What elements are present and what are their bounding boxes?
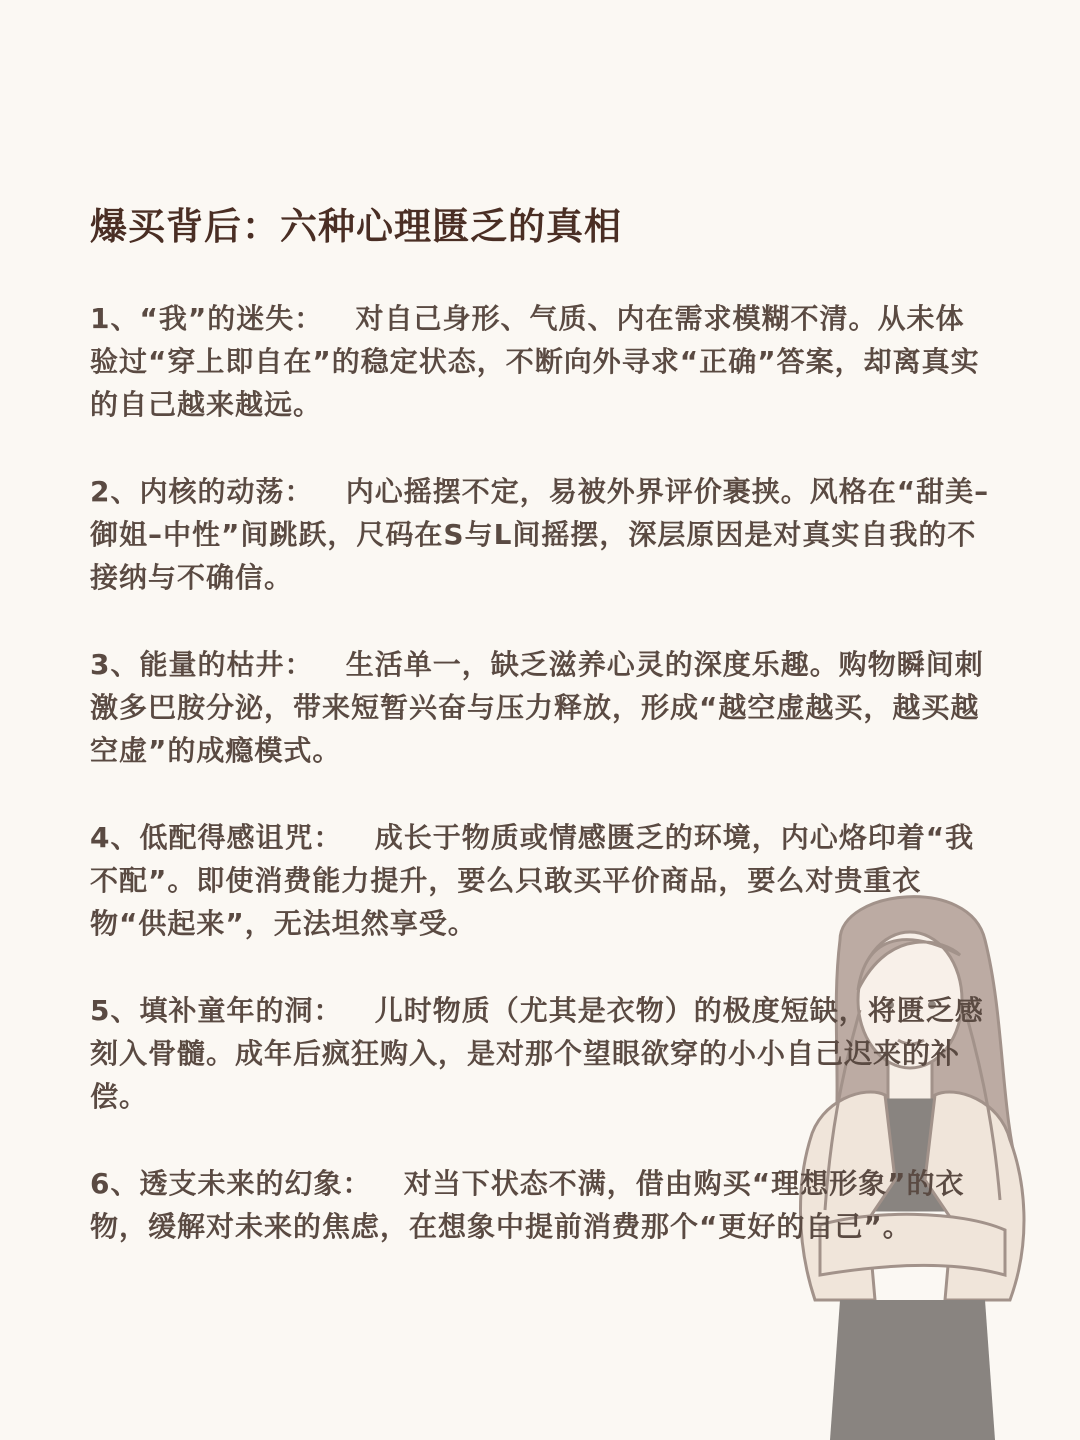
item-heading: 1、“我”的迷失： bbox=[90, 302, 345, 336]
item-heading: 4、低配得感诅咒： bbox=[90, 821, 364, 855]
item-heading: 6、透支未来的幻象： bbox=[90, 1167, 393, 1201]
item-text: 成长于物质或情感匮乏的环境，内心烙印着“我不配”。即使消费能力提升，要么只敢买平价商品，要么对贵重衣物“供起来”，无法坦然享受。 bbox=[90, 821, 975, 941]
article-content bbox=[90, 205, 990, 1292]
list-item bbox=[90, 297, 990, 426]
list-item bbox=[90, 816, 990, 945]
list-item bbox=[90, 643, 990, 772]
item-text: 对自己身形、气质、内在需求模糊不清。从未体验过“穿上即自在”的稳定状态，不断向外寻求“正确”答案，却离真实的自己越来越远。 bbox=[90, 302, 980, 422]
list-item bbox=[90, 989, 990, 1118]
item-heading: 3、能量的枯井： bbox=[90, 648, 335, 682]
item-heading: 2、内核的动荡： bbox=[90, 475, 335, 509]
list-item bbox=[90, 470, 990, 599]
list-item bbox=[90, 1162, 990, 1248]
article-title: 爆买背后：六种心理匮乏的真相 bbox=[90, 205, 622, 248]
item-text: 对当下状态不满，借由购买“理想形象”的衣物，缓解对未来的焦虑，在想象中提前消费那个“更好的自己”。 bbox=[90, 1167, 965, 1244]
item-heading: 5、填补童年的洞： bbox=[90, 994, 364, 1028]
item-text: 内心摇摆不定，易被外界评价裹挟。风格在“甜美–御姐–中性”间跳跃，尺码在S与L间摇摆，深层原因是对真实自我的不接纳与不确信。 bbox=[90, 475, 990, 595]
item-text: 儿时物质（尤其是衣物）的极度短缺，将匮乏感刻入骨髓。成年后疯狂购入，是对那个望眼欲穿的小小自己迟来的补偿。 bbox=[90, 994, 984, 1114]
item-text: 生活单一，缺乏滋养心灵的深度乐趣。购物瞬间刺激多巴胺分泌，带来短暂兴奋与压力释放，形成“越空虚越买，越买越空虚”的成瘾模式。 bbox=[90, 648, 984, 768]
